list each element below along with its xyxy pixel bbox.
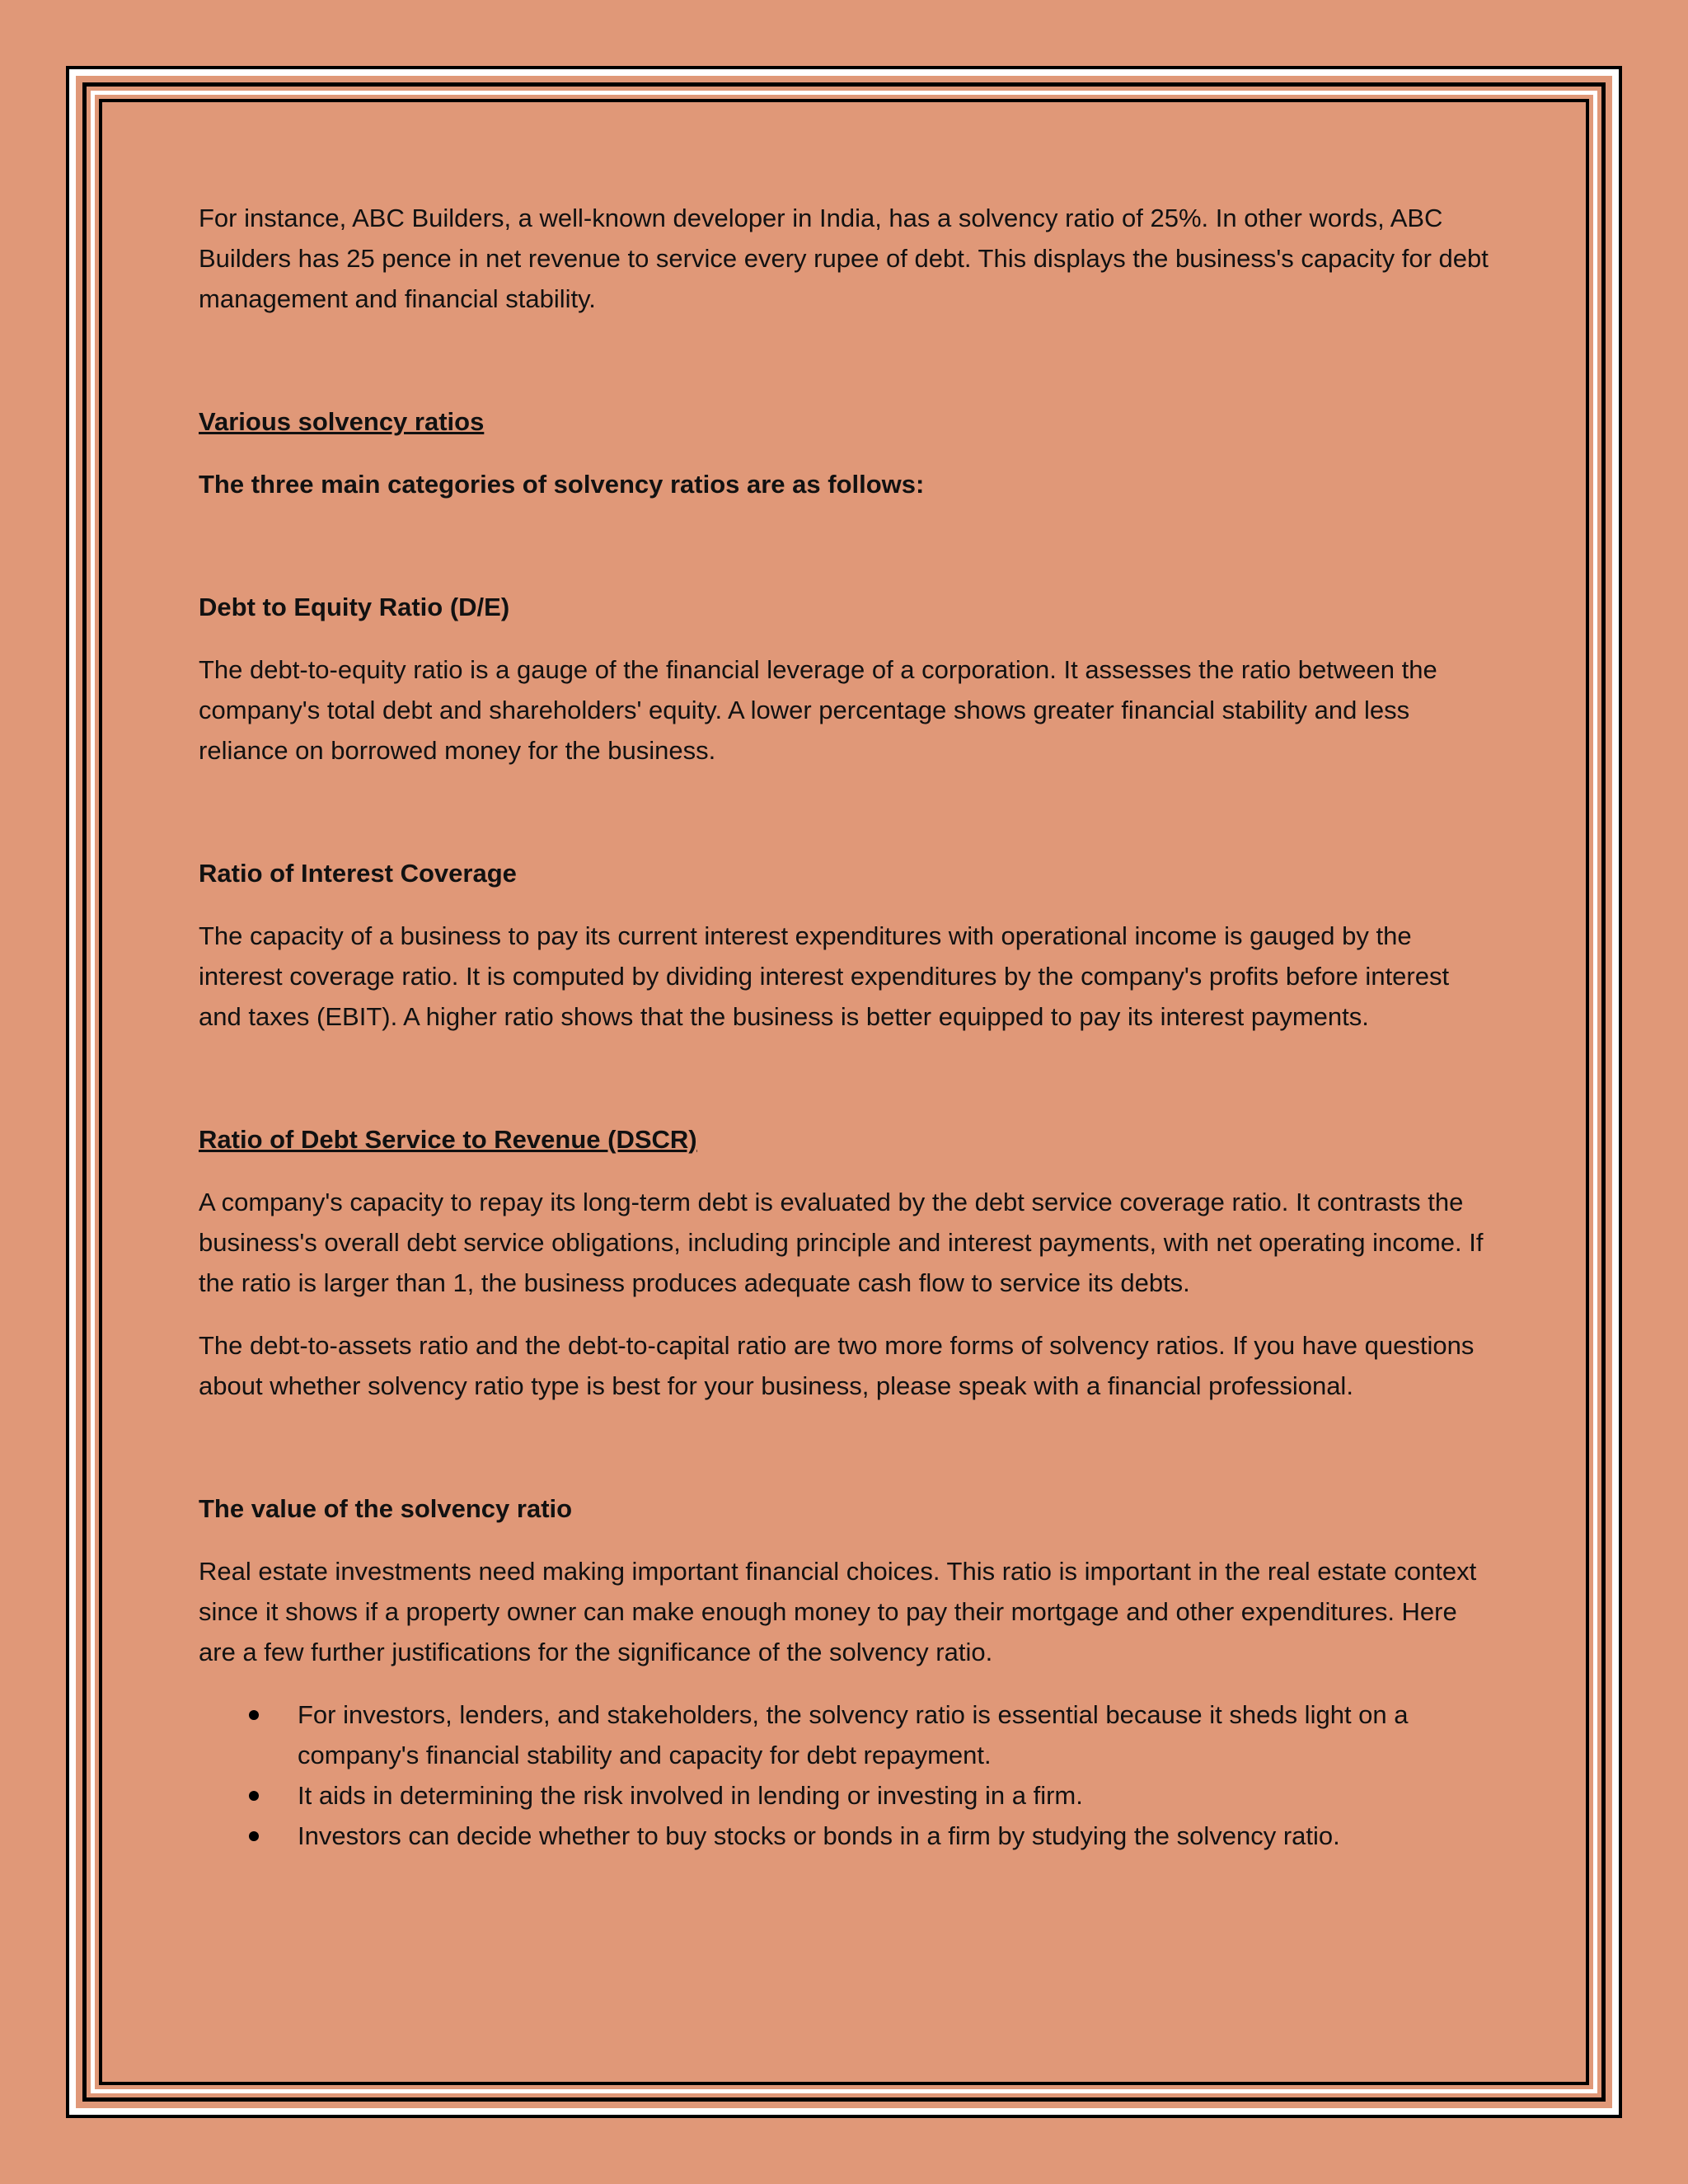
- list-item: It aids in determining the risk involved in lending or investing in a firm.: [298, 1775, 1489, 1816]
- solvency-value-heading: The value of the solvency ratio: [199, 1494, 573, 1523]
- categories-subheading: The three main categories of solvency ratios are as follows:: [199, 470, 925, 499]
- intro-paragraph: For instance, ABC Builders, a well-known developer in India, has a solvency ratio of 25%. In other words, ABC Builders has 25 pence in net revenue to service every rupee of debt. This displays the business's capacity for debt management and financial stability.: [199, 204, 1489, 313]
- dscr-paragraph: A company's capacity to repay its long-term debt is evaluated by the debt service coverage ratio. It contrasts the business's overall debt service obligations, including principle and interest payments, with net operating income. If the ratio is larger than 1, the business produces adequate cash flow to service its debts.: [199, 1188, 1484, 1297]
- debt-equity-heading: Debt to Equity Ratio (D/E): [199, 593, 510, 621]
- other-ratios-paragraph: The debt-to-assets ratio and the debt-to-capital ratio are two more forms of solvency ratios. If you have questions about whether solvency ratio type is best for your business, please speak with a financial professional.: [199, 1331, 1475, 1400]
- various-ratios-heading: Various solvency ratios: [199, 407, 485, 436]
- justification-list: [199, 1694, 1489, 1856]
- dscr-heading: Ratio of Debt Service to Revenue (DSCR): [199, 1125, 697, 1154]
- list-item: For investors, lenders, and stakeholders, the solvency ratio is essential because it sheds light on a company's financial stability and capacity for debt repayment.: [298, 1694, 1489, 1775]
- document-body: [199, 198, 1489, 1856]
- interest-coverage-heading: Ratio of Interest Coverage: [199, 859, 517, 888]
- interest-coverage-paragraph: The capacity of a business to pay its current interest expenditures with operational income is gauged by the interest coverage ratio. It is computed by dividing interest expenditures by the company's profits before interest and taxes (EBIT). A higher ratio shows that the business is better equipped to pay its interest payments.: [199, 921, 1450, 1031]
- list-item: Investors can decide whether to buy stocks or bonds in a firm by studying the solvency ratio.: [298, 1816, 1489, 1856]
- debt-equity-paragraph: The debt-to-equity ratio is a gauge of the financial leverage of a corporation. It assesses the ratio between the company's total debt and shareholders' equity. A lower percentage shows greater financial stability and less reliance on borrowed money for the business.: [199, 655, 1437, 765]
- solvency-value-paragraph: Real estate investments need making important financial choices. This ratio is important in the real estate context since it shows if a property owner can make enough money to pay their mortgage and other expenditures. Here are a few further justifications for the significance of the solvency ratio.: [199, 1557, 1477, 1666]
